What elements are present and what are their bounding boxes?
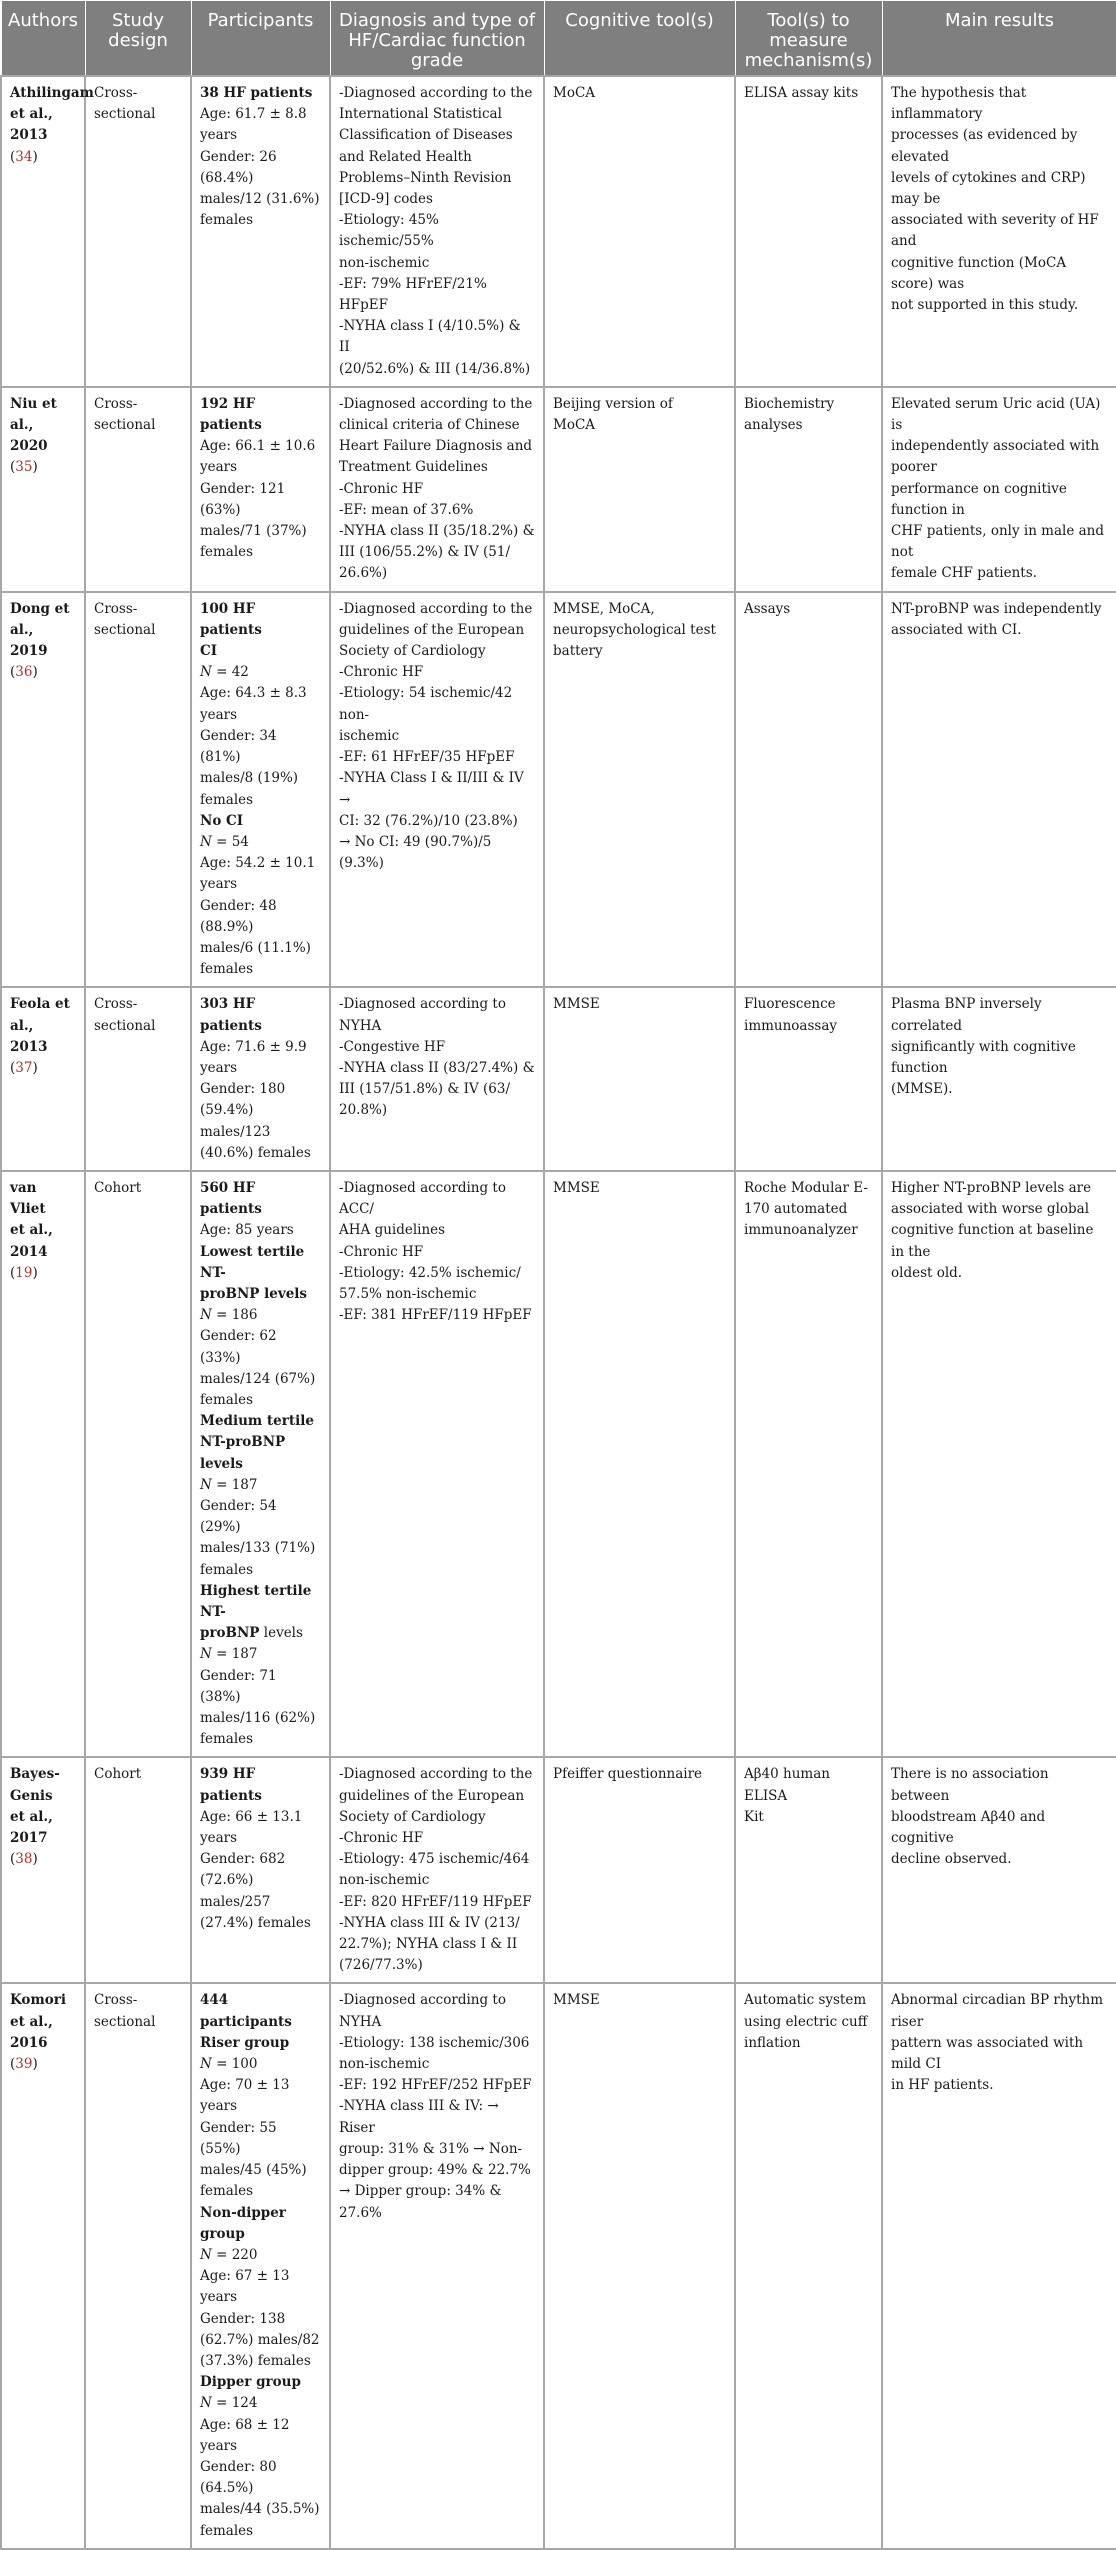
diagnosis-line: III (157/51.8%) & IV (63/ <box>339 1081 510 1098</box>
diagnosis-line: -Diagnosed according to <box>339 996 506 1013</box>
author-line: Dong et al., <box>10 600 70 638</box>
cell-authors <box>1 1757 85 1983</box>
participant-group-heading: Non-dipper group <box>200 2204 286 2242</box>
header-authors: Authors <box>1 1 85 77</box>
participant-line: (72.6%) males/257 <box>200 1872 271 1910</box>
diagnosis-line: dipper group: 49% & 22.7% <box>339 2162 531 2179</box>
header-main-results: Main results <box>882 1 1116 77</box>
cell-main-results <box>882 1983 1116 2548</box>
reference-number[interactable]: 38 <box>15 1851 33 1868</box>
diagnosis-line: [ICD-9] codes <box>339 191 433 208</box>
diagnosis-line: 57.5% non-ischemic <box>339 1285 477 1302</box>
participant-group-heading: 100 HF patients <box>200 600 262 638</box>
result-line: The hypothesis that inflammatory <box>891 85 1027 123</box>
cell-main-results <box>882 592 1116 988</box>
result-line: performance on cognitive function in <box>891 480 1067 518</box>
author-line: Athilingam <box>10 85 94 101</box>
diagnosis-line: -Diagnosed according to the <box>339 395 533 412</box>
author-line: Bayes-Genis <box>10 1766 60 1804</box>
author-line: 2020 <box>10 438 48 455</box>
result-line: independently associated with poorer <box>891 438 1100 476</box>
participant-line: Gender: 682 <box>200 1851 286 1868</box>
diagnosis-line: -Chronic HF <box>339 664 424 681</box>
result-line: NT-proBNP was independently <box>891 600 1102 617</box>
mechanism-line: immunoanalyzer <box>744 1222 858 1239</box>
table-row <box>1 592 1116 988</box>
participant-count: N = 220 <box>200 2246 258 2263</box>
tool-line: MoCA <box>553 417 596 434</box>
tool-line: MMSE, MoCA, <box>553 600 655 617</box>
participant-line: males/8 (19%) <box>200 770 299 787</box>
participant-count: N = 42 <box>200 664 249 681</box>
diagnosis-line: -EF: 61 HFrEF/35 HFpEF <box>339 749 515 766</box>
participant-line: males/6 (11.1%) <box>200 939 311 956</box>
participant-count: N = 187 <box>200 1646 258 1663</box>
author-line: 2019 <box>10 643 48 660</box>
cell-main-results <box>882 987 1116 1171</box>
participant-line: Age: 71.6 ± 9.9 <box>200 1038 307 1055</box>
cell-participants <box>191 987 330 1171</box>
diagnosis-line: -Congestive HF <box>339 1038 446 1055</box>
design-line: Cross- <box>94 996 138 1013</box>
cell-participants <box>191 1757 330 1983</box>
participant-line: males/133 (71%) <box>200 1540 316 1557</box>
table-row <box>1 387 1116 592</box>
participant-line: Gender: 55 (55%) <box>200 2119 277 2157</box>
diagnosis-line: and Related Health <box>339 148 472 165</box>
table-row <box>1 1757 1116 1983</box>
diagnosis-line: -EF: 820 HFrEF/119 HFpEF <box>339 1893 532 1910</box>
diagnosis-line: -Etiology: 138 ischemic/306 <box>339 2034 530 2051</box>
diagnosis-line: -NYHA class II (83/27.4%) & <box>339 1059 535 1076</box>
diagnosis-line: 20.8%) <box>339 1102 388 1119</box>
result-line: associated with severity of HF and <box>891 212 1099 250</box>
cell-main-results <box>882 387 1116 592</box>
participant-group-heading: 939 HF patients <box>200 1766 262 1804</box>
diagnosis-line: 27.6% <box>339 2204 382 2221</box>
author-line: et al., 2014 <box>10 1222 53 1260</box>
reference-link[interactable]: (36) <box>10 664 38 681</box>
cell-participants <box>191 592 330 988</box>
participant-line: females <box>200 1561 254 1578</box>
cell-participants <box>191 1983 330 2548</box>
result-line: pattern was associated with mild CI <box>891 2034 1084 2073</box>
result-line: Plasma BNP inversely correlated <box>891 996 1042 1034</box>
diagnosis-line: -Etiology: 475 ischemic/464 <box>339 1851 530 1868</box>
participant-count: N = 186 <box>200 1307 258 1324</box>
result-line: Elevated serum Uric acid (UA) is <box>891 395 1101 434</box>
result-line: associated with CI. <box>891 621 1022 638</box>
diagnosis-line: CI: 32 (76.2%)/10 (23.8%) <box>339 812 518 829</box>
tool-line: MoCA <box>553 85 596 101</box>
cell-participants <box>191 387 330 592</box>
participant-line: Gender: 71 (38%) <box>200 1667 277 1705</box>
header-mechanism-tools: Tool(s) to measure mechanism(s) <box>735 1 882 77</box>
cell-participants <box>191 1171 330 1757</box>
participant-group-heading: No CI <box>200 812 244 829</box>
participant-line: Gender: 121 (63%) <box>200 480 286 518</box>
diagnosis-line: guidelines of the European <box>339 621 525 638</box>
author-line: van Vliet <box>10 1179 46 1218</box>
participant-group-heading: 303 HF patients <box>200 996 262 1034</box>
cell-cognitive-tools <box>544 1757 735 1983</box>
participant-line: males/116 (62%) <box>200 1710 316 1727</box>
participant-line: Age: 64.3 ± 8.3 <box>200 685 307 702</box>
result-line: in HF patients. <box>891 2077 994 2094</box>
mechanism-line: immunoassay <box>744 1017 838 1034</box>
cell-mechanism-tools <box>735 1171 882 1757</box>
cell-study-design <box>85 387 191 592</box>
reference-link[interactable]: (39) <box>10 2056 38 2073</box>
cell-mechanism-tools <box>735 987 882 1171</box>
result-line: levels of cytokines and CRP) may be <box>891 169 1086 208</box>
participant-line: proBNP levels <box>200 1625 303 1642</box>
participant-line: Age: 70 ± 13 years <box>200 2077 290 2115</box>
participant-line: Age: 67 ± 13 years <box>200 2268 290 2306</box>
cell-cognitive-tools <box>544 387 735 592</box>
result-line: not supported in this study. <box>891 297 1079 314</box>
diagnosis-line: non-ischemic <box>339 1872 430 1889</box>
mechanism-line: Assays <box>744 600 791 617</box>
author-line: Niu et al., <box>10 395 57 434</box>
diagnosis-line: guidelines of the European <box>339 1787 525 1804</box>
participant-line: Age: 66.1 ± 10.6 <box>200 438 316 455</box>
reference-link[interactable]: (37) <box>10 1059 38 1076</box>
author-line: Feola et al., <box>10 996 70 1034</box>
diagnosis-line: Society of Cardiology <box>339 1808 486 1825</box>
cell-study-design <box>85 1983 191 2548</box>
participant-line: (27.4%) females <box>200 1914 311 1931</box>
design-line: sectional <box>94 621 156 638</box>
header-row <box>1 1 1116 77</box>
cell-diagnosis <box>330 987 544 1171</box>
diagnosis-line: -EF: 381 HFrEF/119 HFpEF <box>339 1307 532 1324</box>
diagnosis-line: non-ischemic <box>339 254 430 271</box>
participant-line: Gender: 62 (33%) <box>200 1328 277 1366</box>
diagnosis-line: Classification of Diseases <box>339 127 513 144</box>
diagnosis-line: NYHA <box>339 2013 382 2030</box>
reference-number[interactable]: 35 <box>15 459 33 476</box>
diagnosis-line: -NYHA class II (35/18.2%) & <box>339 523 535 540</box>
participant-line: Gender: 138 <box>200 2310 286 2327</box>
table-row <box>1 1983 1116 2548</box>
cell-study-design <box>85 592 191 988</box>
cell-diagnosis <box>330 592 544 988</box>
reference-number[interactable]: 39 <box>15 2056 33 2073</box>
diagnosis-line: -EF: 79% HFrEF/21% HFpEF <box>339 275 487 314</box>
cell-study-design <box>85 987 191 1171</box>
diagnosis-line: (9.3%) <box>339 855 384 872</box>
tool-line: Beijing version of <box>553 395 673 412</box>
mechanism-line: Aβ40 human ELISA <box>744 1766 830 1804</box>
mechanism-line: 170 automated <box>744 1201 848 1218</box>
mechanism-line: Kit <box>744 1808 764 1825</box>
participant-line: Gender: 180 <box>200 1081 286 1098</box>
result-line: cognitive function at baseline in the <box>891 1222 1094 1260</box>
participant-line: males/45 (45%) <box>200 2162 307 2179</box>
participant-line: (59.4%) males/123 <box>200 1102 271 1140</box>
design-line: sectional <box>94 106 156 123</box>
participant-count: N = 100 <box>200 2056 258 2073</box>
participant-line: males/12 (31.6%) <box>200 191 320 208</box>
participant-count: N = 187 <box>200 1476 258 1493</box>
cell-mechanism-tools <box>735 1757 882 1983</box>
result-line: female CHF patients. <box>891 565 1037 582</box>
author-line: Komori et al., <box>10 1992 66 2030</box>
reference-number[interactable]: 36 <box>15 664 33 681</box>
diagnosis-line: clinical criteria of Chinese <box>339 417 520 434</box>
participant-line: females <box>200 1391 254 1408</box>
author-line: et al., 2017 <box>10 1808 53 1847</box>
cell-cognitive-tools <box>544 1171 735 1757</box>
cell-authors <box>1 387 85 592</box>
participant-line: Gender: 26 (68.4%) <box>200 148 277 186</box>
header-cognitive-tools: Cognitive tool(s) <box>544 1 735 77</box>
diagnosis-line: -NYHA class III & IV: → Riser <box>339 2098 499 2136</box>
cell-authors <box>1 592 85 988</box>
result-line: decline observed. <box>891 1851 1012 1868</box>
participant-group-heading: 38 HF patients <box>200 85 313 101</box>
reference-link[interactable]: (35) <box>10 459 38 476</box>
table-row <box>1 1171 1116 1757</box>
diagnosis-line: -Etiology: 45% ischemic/55% <box>339 212 439 250</box>
participant-count: N = 124 <box>200 2395 258 2412</box>
diagnosis-line: Treatment Guidelines <box>339 459 488 476</box>
diagnosis-line: AHA guidelines <box>339 1222 446 1239</box>
participant-line: years <box>200 706 238 723</box>
cell-mechanism-tools <box>735 76 882 387</box>
diagnosis-line: -Diagnosed according to the <box>339 600 533 617</box>
diagnosis-line: III (106/55.2%) & IV (51/ <box>339 544 510 561</box>
cell-participants <box>191 76 330 387</box>
header-study-design: Study design <box>85 1 191 77</box>
diagnosis-line: -Diagnosed according to the <box>339 85 533 101</box>
result-line: processes (as evidenced by elevated <box>891 127 1078 165</box>
design-line: sectional <box>94 417 156 434</box>
result-line: significantly with cognitive function <box>891 1038 1076 1076</box>
participant-group-heading: CI <box>200 643 218 660</box>
participant-line: Age: 54.2 ± 10.1 <box>200 855 316 872</box>
participant-line: females <box>200 1731 254 1748</box>
design-line: sectional <box>94 1017 156 1034</box>
result-line: CHF patients, only in male and not <box>891 523 1105 561</box>
diagnosis-line: -Chronic HF <box>339 1830 424 1847</box>
reference-link[interactable]: (19) <box>10 1264 38 1281</box>
mechanism-line: Roche Modular E- <box>744 1179 868 1196</box>
result-line: Higher NT-proBNP levels are <box>891 1179 1092 1196</box>
cell-diagnosis <box>330 1171 544 1757</box>
tool-line: MMSE <box>553 1992 600 2009</box>
result-line: bloodstream Aβ40 and cognitive <box>891 1808 1046 1847</box>
participant-line: (37.3%) females <box>200 2352 311 2369</box>
cell-authors <box>1 76 94 387</box>
diagnosis-line: 22.7%); NYHA class I & II <box>339 1936 518 1953</box>
tool-line: Pfeiffer questionnaire <box>553 1766 703 1783</box>
diagnosis-line: -NYHA Class I & II/III & IV → <box>339 770 524 808</box>
mechanism-line: Biochemistry <box>744 395 835 412</box>
result-line: (MMSE). <box>891 1081 953 1098</box>
participant-line: females <box>200 961 254 978</box>
header-participants: Participants <box>191 1 330 77</box>
cell-diagnosis <box>330 1757 544 1983</box>
participant-line: Age: 68 ± 12 years <box>200 2416 290 2454</box>
diagnosis-line: International Statistical <box>339 106 502 123</box>
reference-number[interactable]: 37 <box>15 1059 33 1076</box>
participant-group-heading: proBNP levels <box>200 1285 308 1302</box>
participant-group-heading: Dipper group <box>200 2374 301 2391</box>
participant-group-heading: 560 HF patients <box>200 1179 262 1218</box>
reference-link[interactable]: (34) <box>10 148 38 165</box>
diagnosis-line: ischemic <box>339 727 400 744</box>
participant-line: Age: 61.7 ± 8.8 <box>200 106 307 123</box>
participant-line: females <box>200 2183 254 2200</box>
participant-line: (62.7%) males/82 <box>200 2331 320 2348</box>
diagnosis-line: -Diagnosed according to the <box>339 1766 533 1783</box>
participant-line: Gender: 80 (64.5%) <box>200 2458 277 2497</box>
cell-main-results <box>882 76 1116 387</box>
participant-line: males/124 (67%) <box>200 1370 316 1387</box>
cell-cognitive-tools <box>544 76 735 387</box>
mechanism-line: using electric cuff <box>744 2013 868 2030</box>
design-line: Cohort <box>94 1766 142 1783</box>
participant-line: years <box>200 876 238 893</box>
participant-line: females <box>200 2522 254 2539</box>
mechanism-line: analyses <box>744 417 803 434</box>
mechanism-line: Fluorescence <box>744 996 836 1013</box>
reference-link[interactable]: (38) <box>10 1851 38 1868</box>
cell-cognitive-tools <box>544 592 735 988</box>
participant-line: males/44 (35.5%) <box>200 2501 320 2518</box>
reference-number[interactable]: 19 <box>15 1264 33 1281</box>
table-row <box>1 987 1116 1171</box>
participant-line: (40.6%) females <box>200 1144 311 1161</box>
result-line: associated with worse global <box>891 1201 1090 1218</box>
diagnosis-line: -Diagnosed according to <box>339 1992 506 2009</box>
participant-line: males/71 (37%) <box>200 523 307 540</box>
design-line: Cross- <box>94 1992 138 2009</box>
participant-line: Gender: 48 (88.9%) <box>200 897 277 935</box>
diagnosis-line: (726/77.3%) <box>339 1957 423 1974</box>
cell-study-design <box>85 1757 191 1983</box>
author-line: et al., 2013 <box>10 106 53 144</box>
diagnosis-line: non-ischemic <box>339 2056 430 2073</box>
participant-group-heading: NT-proBNP levels <box>200 1434 286 1472</box>
participant-group-heading: Highest tertile NT- <box>200 1582 312 1621</box>
diagnosis-line: NYHA <box>339 1017 382 1034</box>
participant-line: Age: 66 ± 13.1 years <box>200 1808 303 1847</box>
diagnosis-line: Heart Failure Diagnosis and <box>339 438 533 455</box>
diagnosis-line: → Dipper group: 34% & <box>339 2183 502 2200</box>
cell-cognitive-tools <box>544 1983 735 2548</box>
participant-group-heading: Medium tertile <box>200 1413 314 1430</box>
diagnosis-line: -NYHA class III & IV (213/ <box>339 1914 520 1931</box>
result-line: oldest old. <box>891 1264 963 1281</box>
mechanism-line: ELISA assay kits <box>744 85 859 101</box>
design-line: Cross- <box>94 85 138 101</box>
tool-line: MMSE <box>553 1179 600 1196</box>
participant-line: years <box>200 1059 238 1076</box>
participant-count: N = 54 <box>200 833 249 850</box>
participant-group-heading: 192 HF patients <box>200 395 262 434</box>
diagnosis-line: -Etiology: 54 ischemic/42 non- <box>339 685 513 723</box>
participant-line: Gender: 34 (81%) <box>200 727 277 766</box>
participant-group-heading: 444 participants <box>200 1992 292 2030</box>
header-diagnosis: Diagnosis and type of HF/Cardiac function grade <box>330 1 544 77</box>
table-row <box>1 76 1116 387</box>
design-line: Cross- <box>94 600 138 617</box>
cell-main-results <box>882 1757 1116 1983</box>
tool-line: battery <box>553 643 603 660</box>
diagnosis-line: (20/52.6%) & III (14/36.8%) <box>339 360 531 377</box>
cell-main-results <box>882 1171 1116 1757</box>
cell-cognitive-tools <box>544 987 735 1171</box>
author-line: 2013 <box>10 1038 48 1055</box>
participant-line: females <box>200 212 254 229</box>
cell-mechanism-tools <box>735 1983 882 2548</box>
cell-diagnosis <box>330 76 544 387</box>
participant-group-heading: Lowest tertile NT- <box>200 1243 305 1281</box>
cell-authors <box>1 1983 85 2548</box>
diagnosis-line: -Etiology: 42.5% ischemic/ <box>339 1264 521 1281</box>
cell-mechanism-tools <box>735 592 882 988</box>
diagnosis-line: → No CI: 49 (90.7%)/5 <box>339 833 492 850</box>
cell-study-design <box>85 76 191 387</box>
tool-line: MMSE <box>553 996 600 1013</box>
participant-line: years <box>200 459 238 476</box>
diagnosis-line: -NYHA class I (4/10.5%) & II <box>339 318 521 356</box>
participant-line: females <box>200 791 254 808</box>
cell-diagnosis <box>330 387 544 592</box>
author-line: 2016 <box>10 2034 48 2051</box>
cell-authors <box>1 987 85 1171</box>
result-line: Abnormal circadian BP rhythm riser <box>891 1992 1104 2030</box>
participant-line: females <box>200 544 254 561</box>
diagnosis-line: Society of Cardiology <box>339 643 486 660</box>
result-line: There is no association between <box>891 1766 1049 1804</box>
design-line: Cohort <box>94 1179 142 1196</box>
mechanism-line: inflation <box>744 2034 801 2051</box>
tool-line: neuropsychological test <box>553 621 716 638</box>
diagnosis-line: Problems–Ninth Revision <box>339 169 512 186</box>
diagnosis-line: -Diagnosed according to ACC/ <box>339 1179 506 1218</box>
diagnosis-line: -EF: 192 HFrEF/252 HFpEF <box>339 2077 532 2094</box>
reference-number[interactable]: 34 <box>15 148 33 165</box>
result-line: cognitive function (MoCA score) was <box>891 254 1067 292</box>
participant-line: Gender: 54 (29%) <box>200 1498 277 1536</box>
cell-diagnosis <box>330 1983 544 2548</box>
mechanism-line: Automatic system <box>744 1992 867 2009</box>
cell-study-design <box>85 1171 191 1757</box>
cell-authors <box>1 1171 85 1757</box>
diagnosis-line: -Chronic HF <box>339 1243 424 1260</box>
cell-mechanism-tools <box>735 387 882 592</box>
diagnosis-line: group: 31% & 31% → Non- <box>339 2140 523 2157</box>
participant-group-heading: Riser group <box>200 2034 290 2051</box>
participant-line: years <box>200 127 238 144</box>
design-line: sectional <box>94 2013 156 2030</box>
participant-line: Age: 85 years <box>200 1222 294 1239</box>
diagnosis-line: -EF: mean of 37.6% <box>339 501 474 518</box>
diagnosis-line: -Chronic HF <box>339 480 424 497</box>
design-line: Cross- <box>94 395 138 412</box>
diagnosis-line: 26.6%) <box>339 565 388 582</box>
